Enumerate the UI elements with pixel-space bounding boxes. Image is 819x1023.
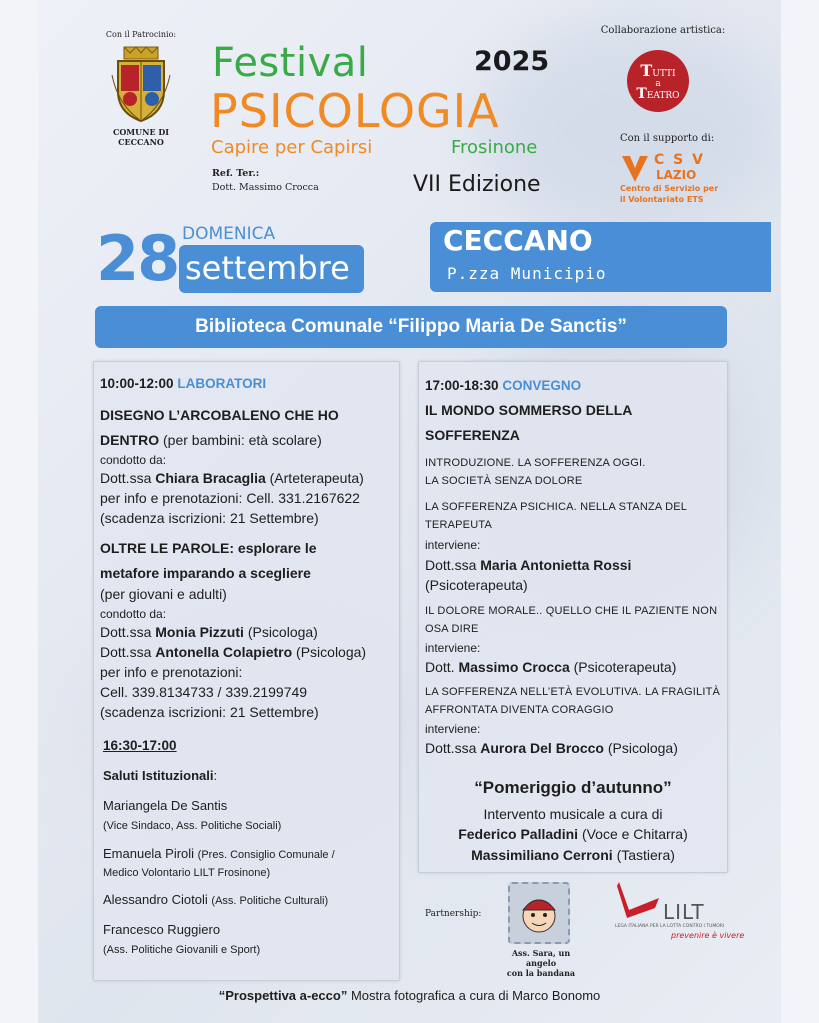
location: Frosinone xyxy=(451,137,538,158)
session-time: 10:00-12:00 xyxy=(100,376,174,391)
speaker-name: Aurora Del Brocco xyxy=(480,740,604,756)
tutti-t-icon: T xyxy=(640,61,653,80)
speaker-title: Dott.ssa xyxy=(425,557,477,573)
speaker-role: (Psicoterapeuta) xyxy=(573,659,677,675)
speaker3-line xyxy=(103,892,328,907)
talk1-title-b: TERAPEUTA xyxy=(425,519,492,531)
talk3-interviene: interviene: xyxy=(425,722,481,736)
host-title: Dott.ssa xyxy=(100,624,152,640)
talk1-role: (Psicoterapeuta) xyxy=(425,577,528,593)
host-name: Chiara Bracaglia xyxy=(155,470,266,486)
convegno-title-b: SOFFERENZA xyxy=(425,427,520,443)
lilt-motto: prevenire è vivere xyxy=(671,931,745,940)
ceccano-crest-icon xyxy=(110,45,172,123)
musician-name: Federico Palladini xyxy=(458,826,579,842)
speaker2-line xyxy=(103,846,335,861)
teatro-t-icon: T xyxy=(636,86,647,102)
host-name: Monia Pizzuti xyxy=(155,624,244,640)
speaker1-role: (Vice Sindaco, Ass. Politiche Sociali) xyxy=(103,820,282,832)
speaker-role: (Psicologa) xyxy=(607,740,678,756)
talk2-title-b: OSA DIRE xyxy=(425,623,479,635)
workshop2-deadline: (scadenza iscrizioni: 21 Settembre) xyxy=(100,704,319,720)
exhibition-text: Mostra fotografica a cura di Marco Bonomo xyxy=(350,988,601,1003)
tutti-a-teatro-logo xyxy=(627,50,689,112)
talk1-interviene: interviene: xyxy=(425,538,481,552)
session-laboratori xyxy=(100,376,266,391)
event-weekday: DOMENICA xyxy=(182,224,276,244)
intro-line2: LA SOCIETÀ SENZA DOLORE xyxy=(425,475,583,487)
speaker4-role: (Ass. Politiche Giovanili e Sport) xyxy=(103,944,261,956)
lilt-sub: LEGA ITALIANA PER LA LOTTA CONTRO I TUMORI xyxy=(615,924,725,929)
festival-year: 2025 xyxy=(474,46,550,77)
speaker-title: Dott.ssa xyxy=(425,740,477,756)
musician1 xyxy=(419,826,727,842)
talk3-title-b: AFFRONTATA DIVENTA CORAGGIO xyxy=(425,704,614,716)
footer-exhibition xyxy=(0,988,819,1003)
host-title: Dott.ssa xyxy=(100,644,152,660)
csv-v-icon xyxy=(620,154,650,184)
session-type: LABORATORI xyxy=(177,376,267,391)
edizione: VII Edizione xyxy=(413,172,541,197)
workshop1-note: (per bambini: età scolare) xyxy=(163,432,322,448)
comune-city: CECCANO xyxy=(118,137,164,147)
psicologia-title: PSICOLOGIA xyxy=(210,84,500,138)
workshop1-info: per info e prenotazioni: Cell. 331.2167622 xyxy=(100,490,360,506)
csv-sub2: il Volontariato ETS xyxy=(620,195,704,204)
right-program-panel xyxy=(418,361,728,873)
session-type: CONVEGNO xyxy=(502,378,582,393)
talk2-speaker xyxy=(425,659,676,675)
host-role: (Psicologa) xyxy=(296,644,367,660)
comune-label: COMUNE DI xyxy=(112,127,170,137)
patrocinio-label: Con il Patrocinio: xyxy=(105,30,177,39)
workshop1-deadline: (scadenza iscrizioni: 21 Settembre) xyxy=(100,510,319,526)
tagline: Capire per Capirsi xyxy=(211,137,373,158)
venue-city: CECCANO xyxy=(443,224,593,257)
host-role: (Psicologa) xyxy=(247,624,318,640)
workshop1-host xyxy=(100,470,364,486)
workshop2-by: condotto da: xyxy=(100,607,167,621)
host-title: Dott.ssa xyxy=(100,470,152,486)
event-day: 28 xyxy=(96,222,179,295)
music-title: “Pomeriggio d’autunno” xyxy=(474,778,672,797)
musician-role: (Tastiera) xyxy=(616,847,675,863)
saluti-colon: : xyxy=(213,768,218,783)
patrocinio-block xyxy=(96,30,186,147)
workshop1-title-end: DENTRO xyxy=(100,432,160,448)
saluti-heading xyxy=(103,768,217,783)
session-convegno xyxy=(425,378,581,393)
music-intro: Intervento musicale a cura di xyxy=(483,806,663,822)
tutti-a: a xyxy=(655,79,661,89)
supporto-label: Con il supporto di: xyxy=(620,133,715,144)
ref-label: Ref. Ter.: xyxy=(212,168,260,179)
tutti-text: UTTI xyxy=(652,69,676,79)
talk2-title: IL DOLORE MORALE.. QUELLO CHE IL PAZIENTE NON xyxy=(425,605,718,617)
workshop1-title-b xyxy=(100,432,322,448)
csv-sub1: Centro di Servizio per xyxy=(620,184,719,193)
speaker1-name: Mariangela De Santis xyxy=(103,798,228,813)
ref-block xyxy=(212,167,319,195)
venue-box xyxy=(430,222,771,292)
talk2-interviene: interviene: xyxy=(425,641,481,655)
left-program-panel xyxy=(93,361,400,981)
angelo-caption xyxy=(496,948,586,978)
workshop2-host1 xyxy=(100,624,318,640)
musician2 xyxy=(419,847,727,863)
convegno-title: IL MONDO SOMMERSO DELLA xyxy=(425,402,633,418)
talk1-title: LA SOFFERENZA PSICHICA. NELLA STANZA DEL xyxy=(425,501,688,513)
event-month: settembre xyxy=(179,245,364,293)
speaker2-role-b: Medico Volontario LILT Frosinone) xyxy=(103,867,271,879)
venue-square: P.zza Municipio xyxy=(447,264,607,283)
speaker3-name: Alessandro Ciotoli xyxy=(103,892,208,907)
angelo-bandana-logo xyxy=(508,882,570,944)
partnership-label: Partnership: xyxy=(425,909,482,919)
angelo-caption-1: Ass. Sara, un angelo xyxy=(511,948,571,968)
session-time: 17:00-18:30 xyxy=(425,378,499,393)
speaker2-name: Emanuela Piroli xyxy=(103,846,195,861)
teatro-text: EATRO xyxy=(646,91,680,101)
speaker3-role: (Ass. Politiche Culturali) xyxy=(211,895,329,907)
talk3-title: LA SOFFERENZA NELL’ETÀ EVOLUTIVA. LA FRAGILITÀ xyxy=(425,686,721,698)
workshop1-by: condotto da: xyxy=(100,453,167,467)
speaker4-name: Francesco Ruggiero xyxy=(103,922,221,937)
workshop2-host2 xyxy=(100,644,366,660)
speaker-title: Dott. xyxy=(425,659,455,675)
talk1-speaker xyxy=(425,557,631,573)
workshop2-cell: Cell. 339.8134733 / 339.2199749 xyxy=(100,684,308,700)
csv-text: C S V xyxy=(654,152,705,168)
angelo-caption-2: con la bandana xyxy=(506,968,576,978)
saluti-label: Saluti Istituzionali xyxy=(103,768,214,783)
speaker-name: Massimo Crocca xyxy=(458,659,570,675)
lazio-text: LAZIO xyxy=(656,168,697,182)
workshop2-title-b: metafore imparando a scegliere xyxy=(100,565,311,581)
lilt-mark-icon xyxy=(615,880,661,920)
lilt-text: LILT xyxy=(663,900,705,924)
festival-title: Festival xyxy=(212,40,369,86)
exhibition-title: “Prospettiva a-ecco” xyxy=(218,988,348,1003)
speaker2-role: (Pres. Consiglio Comunale / xyxy=(197,849,335,861)
host-role: (Arteterapeuta) xyxy=(269,470,364,486)
talk3-speaker xyxy=(425,740,678,756)
workshop2-info: per info e prenotazioni: xyxy=(100,664,243,680)
ref-name: Dott. Massimo Crocca xyxy=(212,182,319,193)
venue-hall: Biblioteca Comunale “Filippo Maria De Sanctis” xyxy=(95,306,727,348)
musician-role: (Voce e Chitarra) xyxy=(581,826,688,842)
workshop2-title: OLTRE LE PAROLE: esplorare le xyxy=(100,540,317,556)
angelo-face-icon xyxy=(510,884,568,942)
musician-name: Massimiliano Cerroni xyxy=(471,847,613,863)
collaborazione-label: Collaborazione artistica: xyxy=(600,25,726,36)
host-name: Antonella Colapietro xyxy=(155,644,293,660)
session-saluti-time: 16:30-17:00 xyxy=(103,738,177,753)
speaker-name: Maria Antonietta Rossi xyxy=(480,557,632,573)
workshop1-title: DISEGNO L’ARCOBALENO CHE HO xyxy=(100,407,339,423)
intro-line1: INTRODUZIONE. LA SOFFERENZA OGGI. xyxy=(425,457,646,469)
workshop2-note: (per giovani e adulti) xyxy=(100,586,227,602)
